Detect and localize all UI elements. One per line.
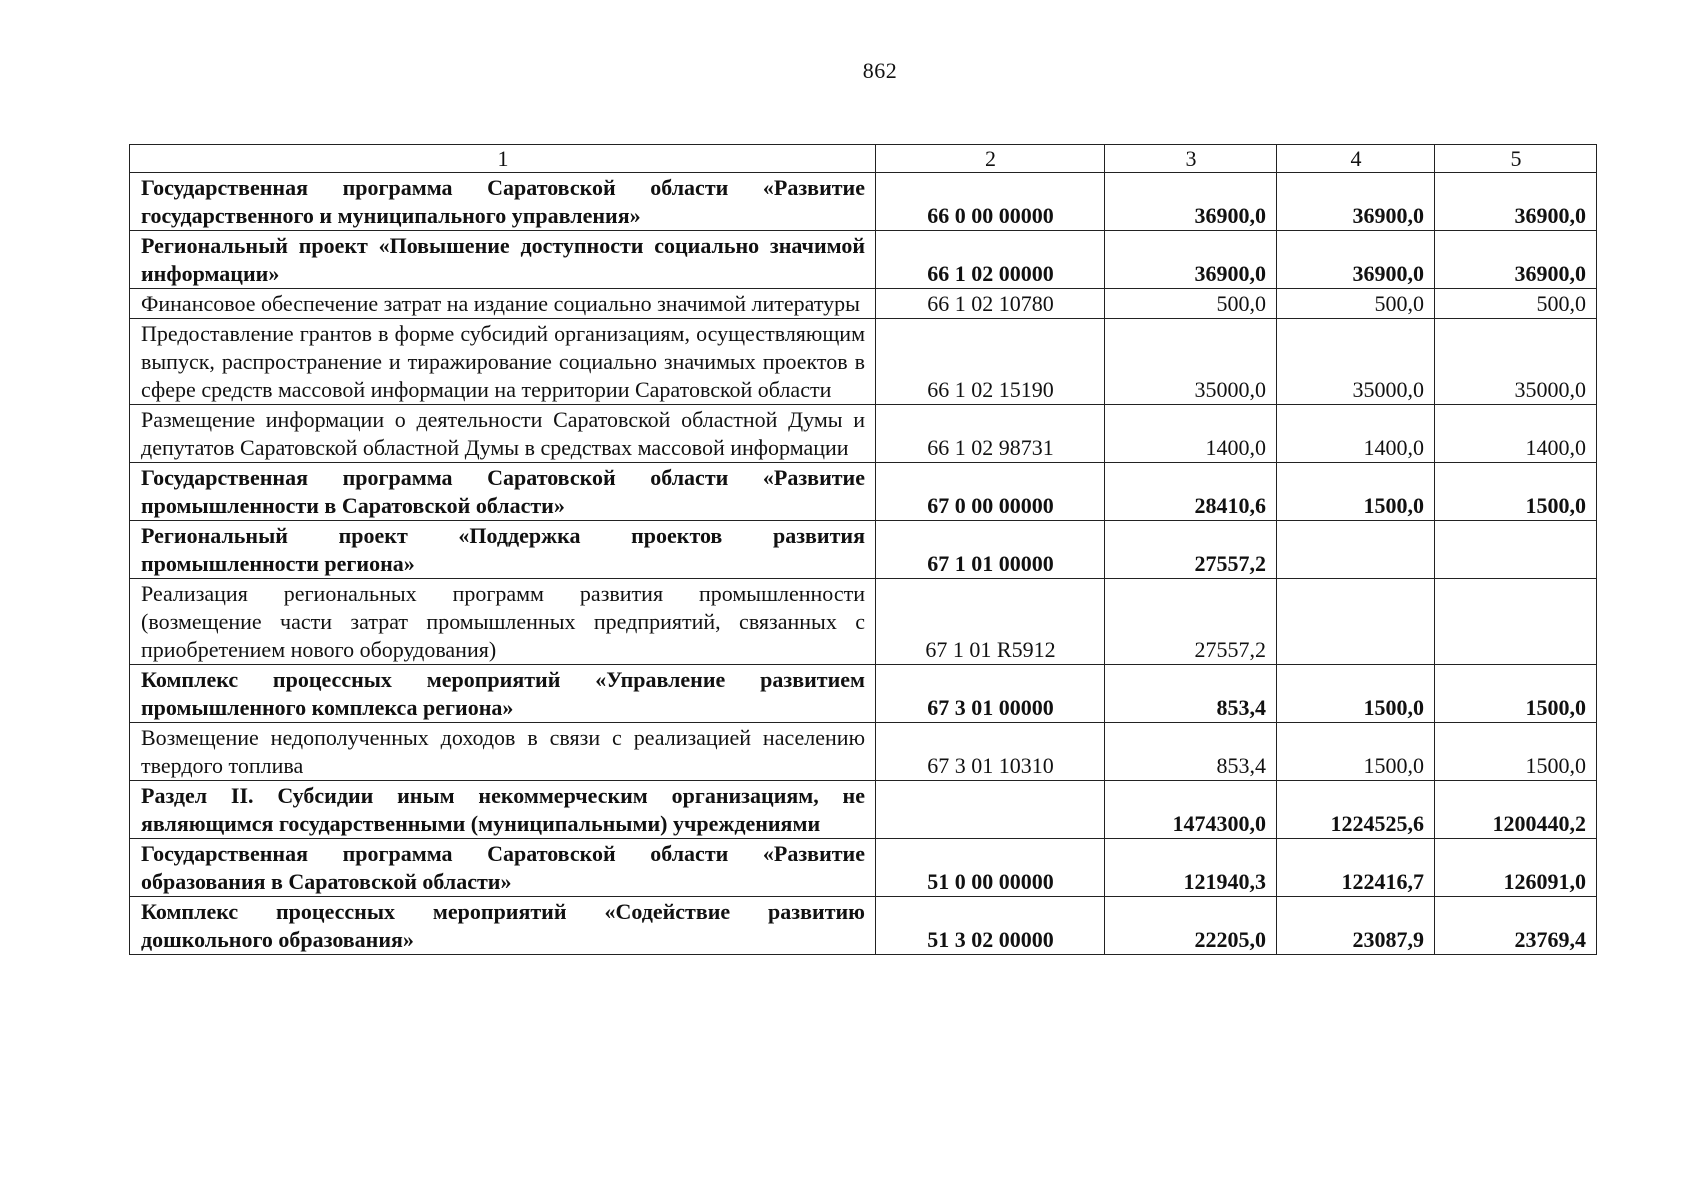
row-value-col5: 23769,4	[1435, 897, 1597, 955]
table-row	[130, 579, 1597, 665]
row-code-cell	[876, 781, 1105, 839]
row-code-cell: 66 1 02 10780	[876, 289, 1105, 319]
row-value-col3: 121940,3	[1105, 839, 1277, 897]
row-value-col3: 1474300,0	[1105, 781, 1277, 839]
table-row	[130, 463, 1597, 521]
table-row	[130, 665, 1597, 723]
row-value-col4: 122416,7	[1277, 839, 1435, 897]
row-value-col3: 27557,2	[1105, 579, 1277, 665]
table-row	[130, 897, 1597, 955]
row-code-cell: 67 0 00 00000	[876, 463, 1105, 521]
row-value-col4: 1500,0	[1277, 723, 1435, 781]
row-name-cell: Государственная программа Саратовской области «Развитие промышленности в Саратовской области»	[130, 463, 876, 521]
row-value-col4: 23087,9	[1277, 897, 1435, 955]
row-value-col5: 36900,0	[1435, 173, 1597, 231]
row-value-col4: 1224525,6	[1277, 781, 1435, 839]
row-code-cell: 67 1 01 00000	[876, 521, 1105, 579]
row-name-cell: Возмещение недополученных доходов в связи с реализацией населению твердого топлива	[130, 723, 876, 781]
row-name-cell: Государственная программа Саратовской области «Развитие образования в Саратовской области»	[130, 839, 876, 897]
table-header-row	[130, 145, 1597, 173]
row-value-col5: 126091,0	[1435, 839, 1597, 897]
row-code-cell: 67 3 01 10310	[876, 723, 1105, 781]
row-value-col3: 500,0	[1105, 289, 1277, 319]
page-number: 862	[862, 58, 898, 83]
row-value-col4: 500,0	[1277, 289, 1435, 319]
row-value-col4	[1277, 579, 1435, 665]
row-value-col5: 1500,0	[1435, 463, 1597, 521]
header-col-5: 5	[1435, 145, 1597, 173]
row-name-cell: Региональный проект «Повышение доступности социально значимой информации»	[130, 231, 876, 289]
row-code-cell: 51 3 02 00000	[876, 897, 1105, 955]
row-value-col3: 36900,0	[1105, 173, 1277, 231]
table-row	[130, 781, 1597, 839]
row-name-cell: Реализация региональных программ развития промышленности (возмещение части затрат промышленных предприятий, связанных с приобретением нового оборудования)	[130, 579, 876, 665]
row-name-cell: Финансовое обеспечение затрат на издание социально значимой литературы	[130, 289, 876, 319]
row-code-cell: 66 1 02 15190	[876, 319, 1105, 405]
header-col-4: 4	[1277, 145, 1435, 173]
row-value-col4: 36900,0	[1277, 173, 1435, 231]
table-row	[130, 289, 1597, 319]
row-value-col3: 853,4	[1105, 723, 1277, 781]
row-value-col4: 1400,0	[1277, 405, 1435, 463]
table-row	[130, 231, 1597, 289]
row-value-col3: 1400,0	[1105, 405, 1277, 463]
row-value-col3: 27557,2	[1105, 521, 1277, 579]
row-value-col5: 500,0	[1435, 289, 1597, 319]
row-value-col5: 1500,0	[1435, 723, 1597, 781]
table-row	[130, 521, 1597, 579]
row-value-col3: 36900,0	[1105, 231, 1277, 289]
table-row	[130, 173, 1597, 231]
row-code-cell: 67 3 01 00000	[876, 665, 1105, 723]
row-value-col5: 35000,0	[1435, 319, 1597, 405]
row-code-cell: 66 0 00 00000	[876, 173, 1105, 231]
row-value-col4: 1500,0	[1277, 665, 1435, 723]
row-name-cell: Раздел II. Субсидии иным некоммерческим организациям, не являющимся государственными (муниципальными) учреждениями	[130, 781, 876, 839]
table-body	[130, 173, 1597, 955]
row-value-col4	[1277, 521, 1435, 579]
row-code-cell: 66 1 02 98731	[876, 405, 1105, 463]
table-row	[130, 319, 1597, 405]
row-value-col5: 1200440,2	[1435, 781, 1597, 839]
row-value-col5: 36900,0	[1435, 231, 1597, 289]
row-value-col3: 853,4	[1105, 665, 1277, 723]
row-value-col5	[1435, 579, 1597, 665]
row-code-cell: 51 0 00 00000	[876, 839, 1105, 897]
table-row	[130, 839, 1597, 897]
row-value-col3: 28410,6	[1105, 463, 1277, 521]
row-code-cell: 67 1 01 R5912	[876, 579, 1105, 665]
header-col-1: 1	[130, 145, 876, 173]
header-col-2: 2	[876, 145, 1105, 173]
row-value-col3: 35000,0	[1105, 319, 1277, 405]
row-code-cell: 66 1 02 00000	[876, 231, 1105, 289]
row-value-col5	[1435, 521, 1597, 579]
row-name-cell: Государственная программа Саратовской области «Развитие государственного и муниципального управления»	[130, 173, 876, 231]
row-value-col4: 36900,0	[1277, 231, 1435, 289]
row-value-col5: 1400,0	[1435, 405, 1597, 463]
row-name-cell: Комплекс процессных мероприятий «Содействие развитию дошкольного образования»	[130, 897, 876, 955]
budget-table	[129, 144, 1597, 955]
row-name-cell: Комплекс процессных мероприятий «Управление развитием промышленного комплекса региона»	[130, 665, 876, 723]
row-value-col5: 1500,0	[1435, 665, 1597, 723]
header-col-3: 3	[1105, 145, 1277, 173]
table-row	[130, 723, 1597, 781]
row-name-cell: Региональный проект «Поддержка проектов развития промышленности региона»	[130, 521, 876, 579]
table-row	[130, 405, 1597, 463]
row-value-col4: 35000,0	[1277, 319, 1435, 405]
row-value-col3: 22205,0	[1105, 897, 1277, 955]
row-value-col4: 1500,0	[1277, 463, 1435, 521]
row-name-cell: Предоставление грантов в форме субсидий организациям, осуществляющим выпуск, распространение и тиражирование социально значимых проектов в сфере средств массовой информации на территории Саратовской области	[130, 319, 876, 405]
row-name-cell: Размещение информации о деятельности Саратовской областной Думы и депутатов Саратовской областной Думы в средствах массовой информации	[130, 405, 876, 463]
